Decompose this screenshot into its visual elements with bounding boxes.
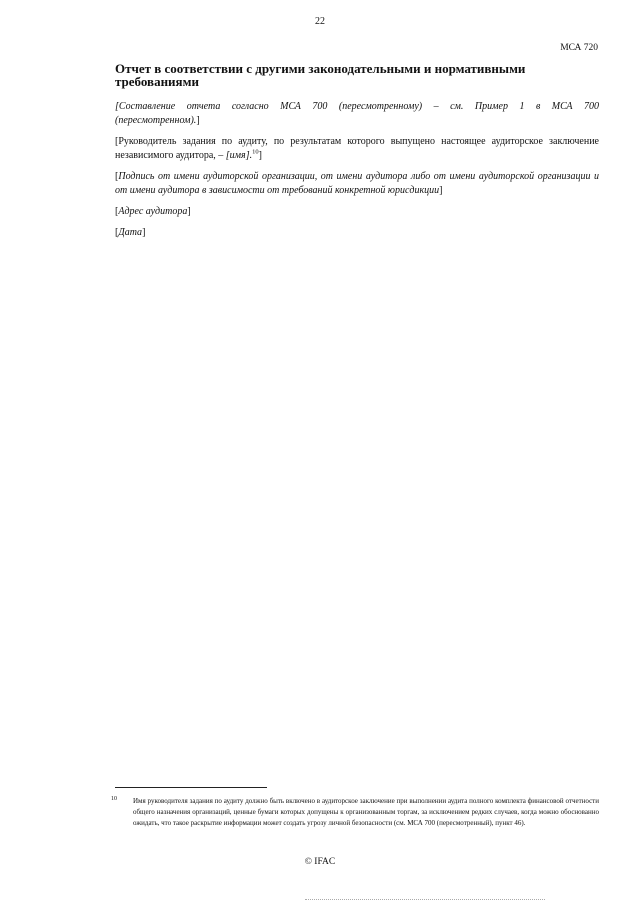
paragraph-engagement-partner bbox=[115, 135, 599, 163]
paragraph-auditor-address bbox=[115, 205, 599, 219]
footnote bbox=[111, 796, 599, 829]
footnote-marker: 10 bbox=[111, 796, 117, 802]
bracket-open: [ bbox=[115, 206, 119, 217]
paragraph-date bbox=[115, 226, 599, 240]
engagement-partner-name: [имя]. bbox=[225, 150, 253, 161]
bracket-close: ] bbox=[196, 115, 200, 126]
document-code: МСА 720 bbox=[560, 43, 598, 53]
auditor-address: Адрес аудитора bbox=[118, 206, 188, 217]
report-reference-line1: [Составление отчета согласно МСА 700 (пересмотренному) – см. Пример 1 в МСА 700 bbox=[115, 101, 599, 112]
page-number: 22 bbox=[315, 16, 325, 27]
bracket-close: ] bbox=[142, 227, 146, 238]
bracket-open: [ bbox=[115, 171, 119, 182]
report-date: Дата bbox=[118, 227, 143, 238]
footnote-reference[interactable]: 10 bbox=[252, 148, 259, 156]
bracket-close: ] bbox=[258, 150, 262, 161]
page-edge-dots bbox=[305, 899, 545, 900]
copyright: © IFAC bbox=[304, 857, 336, 867]
footnote-text: Имя руководителя задания по аудиту должно быть включено в аудиторское заключение при выполнении аудита полного комплекта финансовой отчетности общего назначения организаций, ценные бумаги которых допущены к организованным торгам, за исключением редких случаев, когда можно обоснованно ожидать, что такое раскрытие информации может создать угрозу личной безопасности (см. МСА 700 (пересмотренный), пункт 46). bbox=[133, 797, 599, 827]
bracket-close: ] bbox=[187, 206, 191, 217]
paragraph-report-reference bbox=[115, 100, 599, 128]
section-heading: Отчет в соответствии с другими законодательными и нормативными требованиями bbox=[115, 61, 526, 89]
bracket-open: [ bbox=[115, 227, 119, 238]
signature-text: Подпись от имени аудиторской организации, от имени аудитора либо от имени аудиторской организации и от имени аудитора в зависимости от требований конкретной юрисдикции bbox=[115, 171, 599, 196]
report-reference-line2: (пересмотренном). bbox=[115, 115, 197, 126]
paragraph-signature bbox=[115, 170, 599, 198]
engagement-partner-text: [Руководитель задания по аудиту, по результатам которого выпущено настоящее аудиторское заключение независимого аудитора, – bbox=[115, 136, 599, 161]
bracket-close: ] bbox=[439, 185, 443, 196]
footnote-divider bbox=[115, 787, 267, 788]
main-content bbox=[115, 62, 599, 247]
